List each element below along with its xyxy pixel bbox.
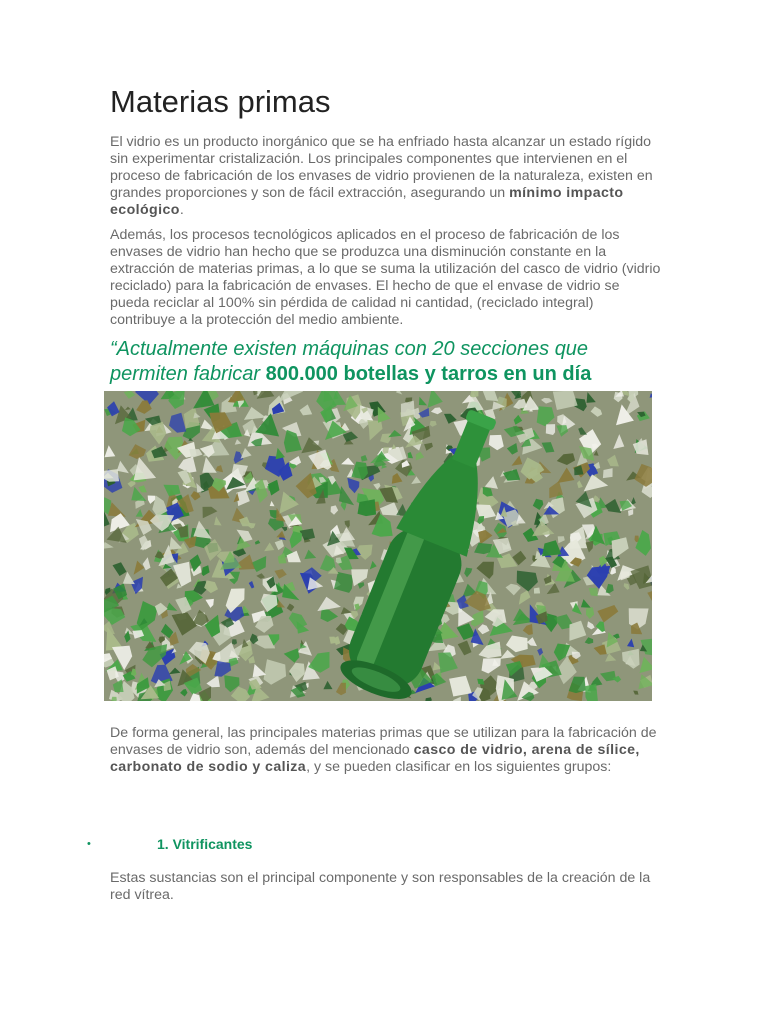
recycled-glass-bottle-photo: [104, 391, 652, 701]
bullet-icon: •: [87, 838, 91, 850]
intro-text: El vidrio es un producto inorgánico que se ha enfriado hasta alcanzar un estado rígido sin experimentar cristalización. Los principales componentes que intervienen en el proceso de fabricación de los envases de vidrio provienen de la naturaleza, existen en grandes proporciones y son de fácil extracción, asegurando un: [110, 134, 653, 201]
vitrificantes-paragraph: Estas sustancias son el principal componente y son responsables de la creación de la red vítrea.: [110, 870, 651, 903]
intro-bold: mínimo impacto ecológico: [110, 185, 624, 218]
list-item-vitrificantes: 1. Vitrificantes: [157, 836, 253, 852]
materials-bold: casco de vidrio, arena de sílice, carbonato de sodio y caliza: [110, 742, 640, 775]
quote-text: “Actualmente existen máquinas con 20 secciones que permiten fabricar: [110, 338, 589, 385]
process-paragraph: Además, los procesos tecnológicos aplicados en el proceso de fabricación de los envases de vidrio han hecho que se produzca una disminución constante en la extracción de materias primas, a lo que se suma la utilización del casco de vidrio (vidrio reciclado) para la fabricación de envases. El hecho de que el envase de vidrio se pueda reciclar al 100% sin pérdida de calidad ni cantidad, (reciclado integral) contribuye a la protección del medio ambiente.: [110, 227, 661, 328]
intro-end: .: [179, 202, 184, 218]
intro-paragraph: [110, 134, 662, 219]
quote-bold: 800.000 botellas y tarros en un día: [265, 363, 592, 385]
materials-paragraph: [110, 725, 662, 776]
page-title: Materias primas: [110, 84, 331, 119]
materials-text: De forma general, las principales materias primas que se utilizan para la fabricación de envases de vidrio son, además del mencionado: [110, 725, 657, 758]
highlight-quote: [110, 337, 670, 387]
materials-end: , y se pueden clasificar en los siguientes grupos:: [306, 759, 612, 775]
glass-cullet-image: [104, 391, 652, 701]
